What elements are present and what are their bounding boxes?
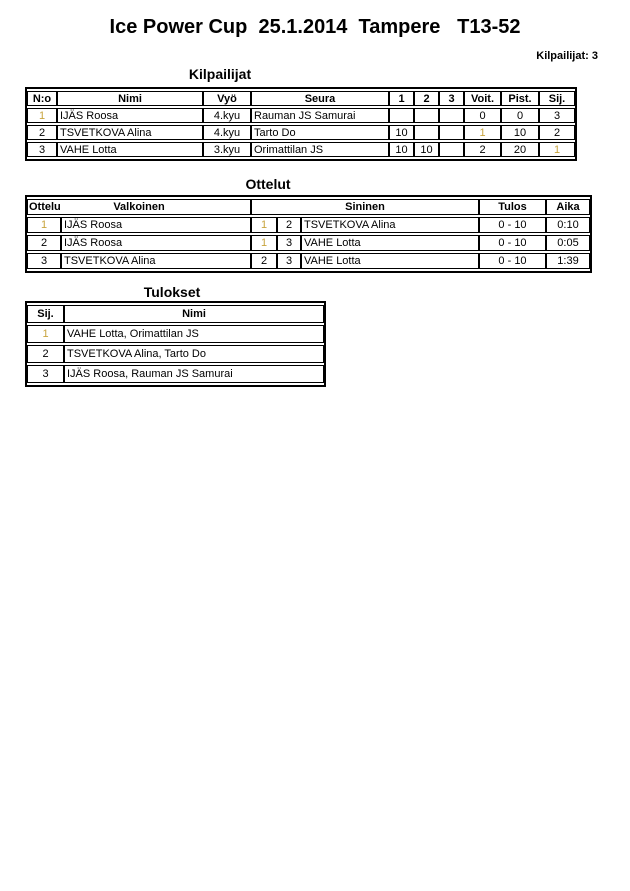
competitor-belt: 4.kyu bbox=[203, 108, 251, 123]
blue-competitor-number: 3 bbox=[277, 235, 301, 251]
competitor-wins: 2 bbox=[464, 142, 501, 157]
blue-competitor-name: VAHE Lotta bbox=[301, 235, 479, 251]
match-row bbox=[27, 235, 590, 251]
blue-competitor-name: VAHE Lotta bbox=[301, 253, 479, 269]
competitors-heading: Kilpailijat bbox=[188, 66, 252, 82]
blue-competitor-number: 2 bbox=[277, 217, 301, 233]
competitor-name: IJÄS Roosa bbox=[57, 108, 203, 123]
round1-score: 10 bbox=[389, 125, 414, 140]
white-competitor-name: IJÄS Roosa bbox=[61, 235, 251, 251]
competitor-club: Tarto Do bbox=[251, 125, 389, 140]
competitors-table bbox=[25, 87, 577, 161]
competitor-row bbox=[27, 125, 575, 140]
white-competitor-name: TSVETKOVA Alina bbox=[61, 253, 251, 269]
matches-table bbox=[25, 195, 592, 273]
competitor-points: 0 bbox=[501, 108, 539, 123]
result-name: TSVETKOVA Alina, Tarto Do bbox=[64, 345, 324, 363]
matches-header-row bbox=[27, 199, 590, 215]
results-heading: Tulokset bbox=[143, 284, 201, 300]
blue-competitor-name: TSVETKOVA Alina bbox=[301, 217, 479, 233]
col-header-sij: Sij. bbox=[539, 91, 575, 106]
match-time: 1:39 bbox=[546, 253, 590, 269]
white-competitor-number: 2 bbox=[251, 253, 277, 269]
white-competitor-number: 1 bbox=[251, 235, 277, 251]
results-header-row bbox=[27, 305, 324, 323]
competitor-number: 3 bbox=[27, 142, 57, 157]
match-time: 0:05 bbox=[546, 235, 590, 251]
round1-score: 10 bbox=[389, 142, 414, 157]
competitor-name: TSVETKOVA Alina bbox=[57, 125, 203, 140]
matches-heading: Ottelut bbox=[245, 176, 291, 192]
match-number: 3 bbox=[27, 253, 61, 269]
col-header-valkoinen: Valkoinen bbox=[113, 201, 165, 213]
col-header-tulos: Tulos bbox=[479, 199, 546, 215]
round3-score bbox=[439, 125, 464, 140]
result-place: 2 bbox=[27, 345, 64, 363]
results-table bbox=[25, 301, 326, 387]
round3-score bbox=[439, 142, 464, 157]
match-score: 0 - 10 bbox=[479, 235, 546, 251]
round1-score bbox=[389, 108, 414, 123]
competitor-points: 10 bbox=[501, 125, 539, 140]
competitor-club: Orimattilan JS bbox=[251, 142, 389, 157]
col-header-round2: 2 bbox=[414, 91, 439, 106]
competitor-wins: 0 bbox=[464, 108, 501, 123]
col-header-ottelu: Ottelu bbox=[29, 201, 61, 213]
round2-score: 10 bbox=[414, 142, 439, 157]
result-row bbox=[27, 345, 324, 363]
col-header-round3: 3 bbox=[439, 91, 464, 106]
col-header-vyo: Vyö bbox=[203, 91, 251, 106]
match-time: 0:10 bbox=[546, 217, 590, 233]
competitor-belt: 3.kyu bbox=[203, 142, 251, 157]
white-competitor-number: 1 bbox=[251, 217, 277, 233]
competitor-place: 3 bbox=[539, 108, 575, 123]
col-header-no: N:o bbox=[27, 91, 57, 106]
result-name: VAHE Lotta, Orimattilan JS bbox=[64, 325, 324, 343]
result-row bbox=[27, 325, 324, 343]
blue-competitor-number: 3 bbox=[277, 253, 301, 269]
match-number: 2 bbox=[27, 235, 61, 251]
competitor-place: 1 bbox=[539, 142, 575, 157]
col-header-sij: Sij. bbox=[27, 305, 64, 323]
competitor-wins: 1 bbox=[464, 125, 501, 140]
competitor-count: Kilpailijat: 3 bbox=[536, 50, 598, 62]
col-header-pist: Pist. bbox=[501, 91, 539, 106]
competitor-belt: 4.kyu bbox=[203, 125, 251, 140]
white-competitor-name: IJÄS Roosa bbox=[61, 217, 251, 233]
competitor-row bbox=[27, 108, 575, 123]
result-place: 3 bbox=[27, 365, 64, 383]
competitor-place: 2 bbox=[539, 125, 575, 140]
col-header-seura: Seura bbox=[251, 91, 389, 106]
page-title: Ice Power Cup 25.1.2014 Tampere T13-52 bbox=[109, 16, 521, 38]
col-header-round1: 1 bbox=[389, 91, 414, 106]
result-row bbox=[27, 365, 324, 383]
col-header-ottelu-valkoinen bbox=[27, 199, 251, 215]
match-score: 0 - 10 bbox=[479, 217, 546, 233]
competitor-name: VAHE Lotta bbox=[57, 142, 203, 157]
col-header-aika: Aika bbox=[546, 199, 590, 215]
match-row bbox=[27, 217, 590, 233]
match-score: 0 - 10 bbox=[479, 253, 546, 269]
round3-score bbox=[439, 108, 464, 123]
col-header-sininen: Sininen bbox=[251, 199, 479, 215]
round2-score bbox=[414, 125, 439, 140]
round2-score bbox=[414, 108, 439, 123]
competitor-club: Rauman JS Samurai bbox=[251, 108, 389, 123]
competitor-number: 1 bbox=[27, 108, 57, 123]
col-header-voit: Voit. bbox=[464, 91, 501, 106]
col-header-nimi: Nimi bbox=[57, 91, 203, 106]
col-header-nimi: Nimi bbox=[64, 305, 324, 323]
competitors-header-row bbox=[27, 91, 575, 106]
match-number: 1 bbox=[27, 217, 61, 233]
result-name: IJÄS Roosa, Rauman JS Samurai bbox=[64, 365, 324, 383]
competitor-row bbox=[27, 142, 575, 157]
result-place: 1 bbox=[27, 325, 64, 343]
match-row bbox=[27, 253, 590, 269]
competitor-number: 2 bbox=[27, 125, 57, 140]
competitor-points: 20 bbox=[501, 142, 539, 157]
